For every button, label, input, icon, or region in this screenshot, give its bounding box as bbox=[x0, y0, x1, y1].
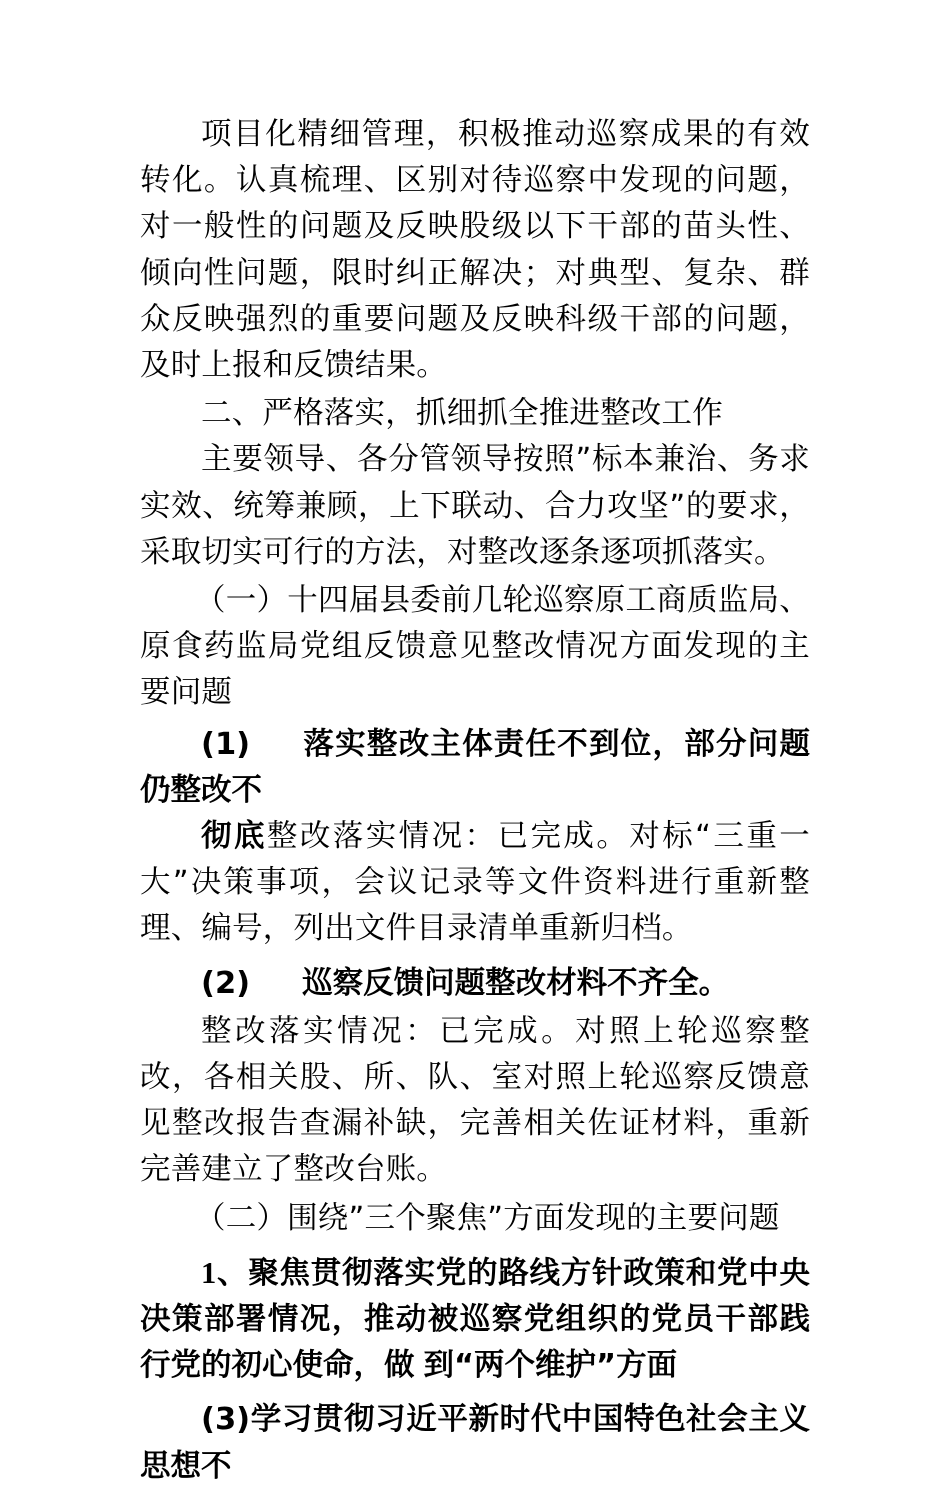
heading-item-3 bbox=[140, 1397, 810, 1489]
paragraph-leadership-requirements: 主要领导、各分管领导按照”标本兼治、务求实效、统筹兼顾，上下联动、合力攻坚”的要求，采取切实可行的方法，对整改逐条逐项抓落实。 bbox=[140, 442, 810, 570]
heading-section-two: 二、严格落实，抓细抓全推进整改工作 bbox=[201, 396, 723, 432]
heading-item-2 bbox=[140, 961, 810, 1007]
heading-item-3-text: 学习贯彻习近平新时代中国特色社会主义思想不 bbox=[140, 1402, 810, 1484]
paragraph-item-1-text: 整改落实情况：已完成。对标“三重一大”决策事项，会议记录等文件资料进行重新整理、编号，列出文件目录清单重新归档。 bbox=[140, 819, 810, 947]
heading-focus-one-text-part-1: 聚焦贯彻落实党的路线方针政策和党中央决策部署情况，推动被巡察党组织的党员干部践行党的初心使命，做 bbox=[140, 1255, 810, 1384]
heading-item-3-marker: (3) bbox=[201, 1402, 251, 1438]
heading-item-1-text: 落实整改主体责任不到位，部分问题仍整改不 bbox=[140, 726, 810, 808]
paragraph-item-1-bold-lead: 彻底 bbox=[201, 819, 267, 855]
subheading-one-inspection-feedback: （一）十四届县委前几轮巡察原工商质监局、原食药监局党组反馈意见整改情况方面发现的主要问题 bbox=[140, 583, 810, 711]
heading-item-2-text: 巡察反馈问题整改材料不齐全。 bbox=[302, 965, 730, 1001]
paragraph-project-management: 项目化精细管理，积极推动巡察成果的有效转化。认真梳理、区别对待巡察中发现的问题，对一般性的问题及反映股级以下干部的苗头性、倾向性问题，限时纠正解决；对典型、复杂、群众反映强烈的重要问题及反映科级干部的问题，及时上报和反馈结果。 bbox=[140, 117, 810, 384]
heading-focus-one-text-part-2: 到“两个维护”方面 bbox=[423, 1348, 678, 1384]
paragraph-item-2-status: 整改落实情况：已完成。对照上轮巡察整改，各相关股、所、队、室对照上轮巡察反馈意见整改报告查漏补缺，完善相关佐证材料，重新完善建立了整改台账。 bbox=[140, 1013, 810, 1188]
heading-item-2-marker: (2) bbox=[201, 965, 251, 1001]
heading-item-1 bbox=[140, 722, 810, 814]
heading-focus-one bbox=[140, 1250, 810, 1390]
subheading-two-three-focuses: （二）围绕”三个聚焦”方面发现的主要问题 bbox=[195, 1200, 780, 1236]
document-body bbox=[140, 112, 810, 1490]
heading-focus-one-marker: 1、 bbox=[201, 1255, 249, 1290]
heading-item-1-marker: (1) bbox=[201, 726, 251, 762]
paragraph-item-1-status bbox=[140, 814, 810, 953]
